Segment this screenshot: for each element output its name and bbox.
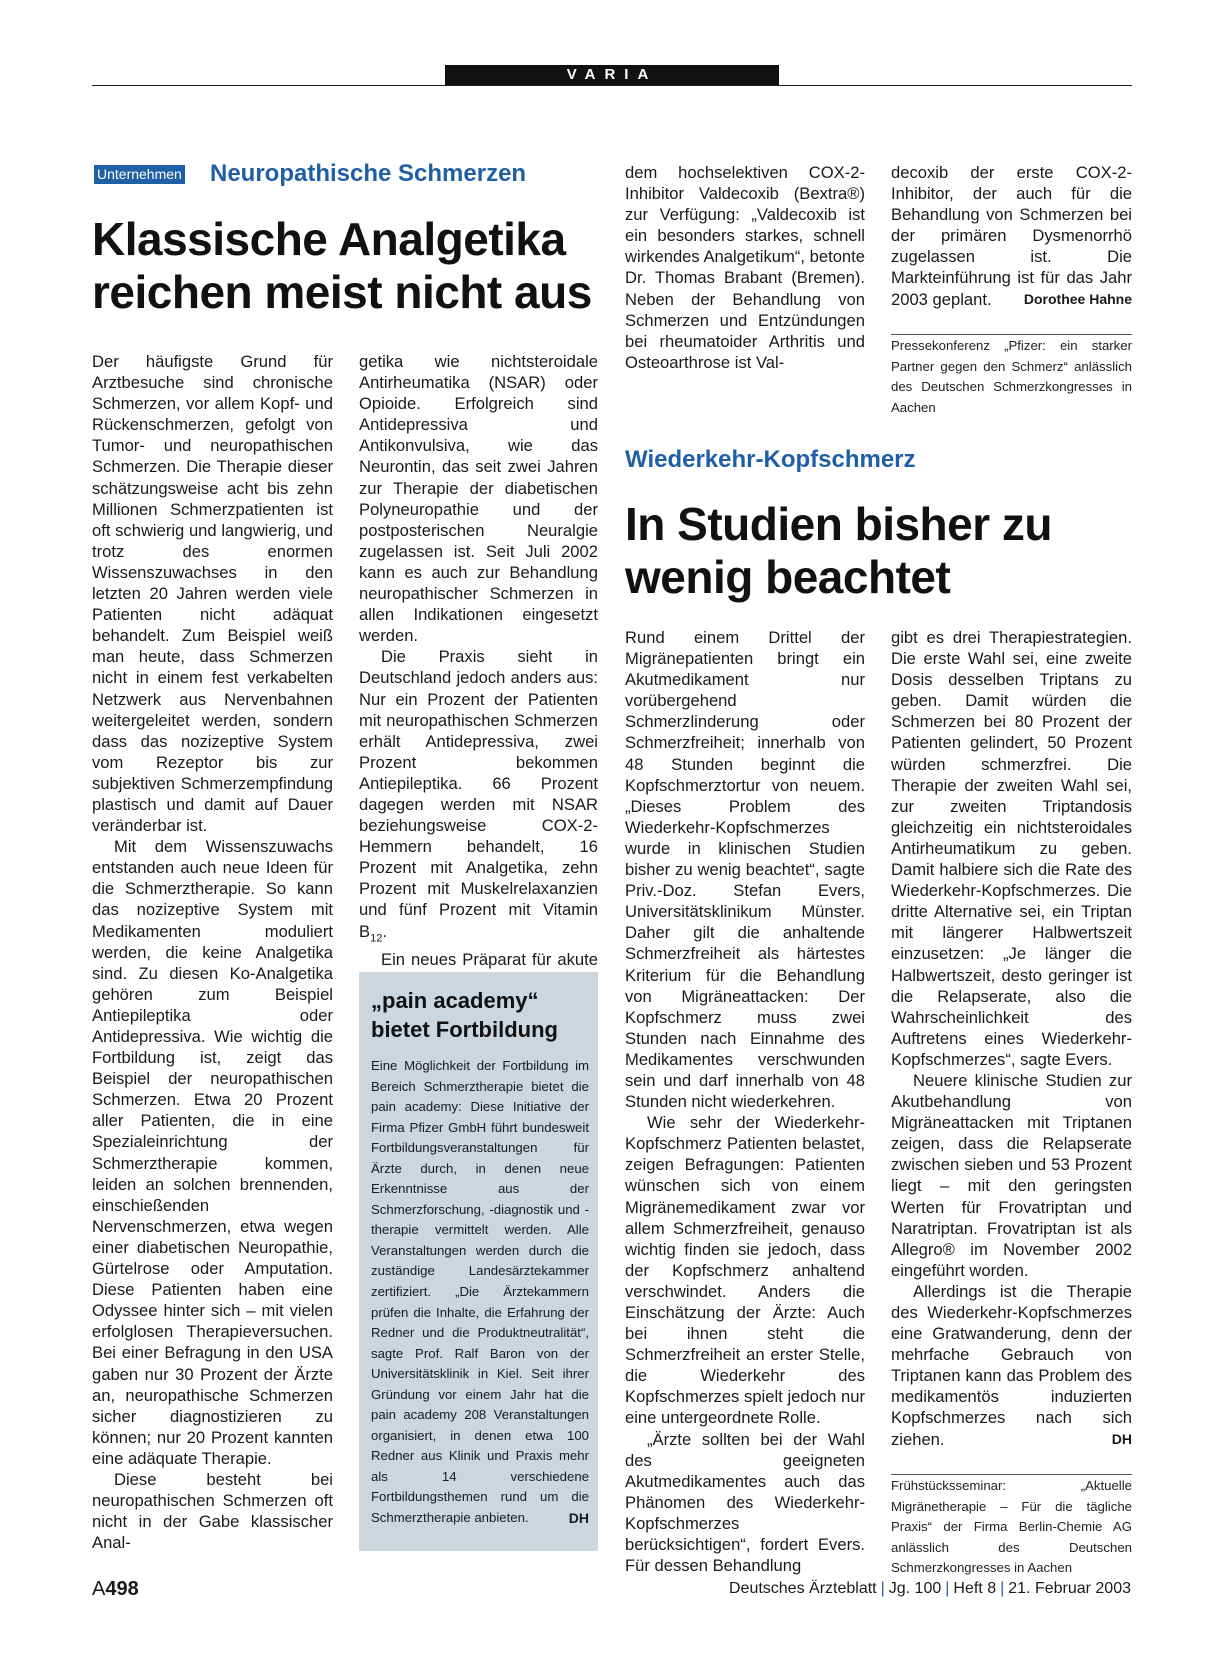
box-body: Eine Möglichkeit der Fortbildung im Bereich Schmerztherapie bietet die pain academy: Diese Initiative der Firma Pfizer GmbH führt bundesweit Fortbildungsveranstaltungen für Ärzte durch, in denen neue Erkenntnisse aus der Schmerzforschung, -diagnostik und -therapie vermittelt werden. Alle Veranstaltungen werden durch die zuständige Landesärztekammer zertifiziert. „Die Ärztekammern prüfen die Inhalte, die Erfahrung der Redner und die Produktneutralität“, sagte Prof. Ralf Baron von der Universitätsklinik in Kiel. Seit ihrer Gründung vor einem Jahr hat die pain academy 208 Veranstaltungen organisiert, in denen etwa 100 Redner aus Klinik und Praxis mehr als 14 verschiedene Fortbildungsthemen rund um die Schmerztherapie anbieten. bbox=[371, 1058, 589, 1526]
paragraph: Neuere klinische Studien zur Akutbehandlung von Migräneattacken mit Triptanen zeigen, dass die Relapserate zwischen sieben und 53 Prozent liegt – mit den geringsten Werten für Frovatriptan und Naratriptan. Frovatriptan ist als Allegro® im November 2002 eingeführt worden. bbox=[891, 1070, 1132, 1280]
box-title bbox=[371, 986, 589, 1044]
article2-headline-line1: In Studien bisher zu bbox=[625, 498, 1053, 550]
article1-column2 bbox=[359, 351, 598, 991]
article1-headline-line2: reichen meist nicht aus bbox=[92, 266, 592, 318]
page-number bbox=[92, 1578, 139, 1601]
paragraph: „Ärzte sollten bei der Wahl des geeigneten Akutmedikamentes auch das Phänomen des Wiederkehr-Kopfschmerzes berücksichtigen“, fordert Evers. Für dessen Behandlung bbox=[625, 1429, 865, 1576]
paragraph: dem hochselektiven COX-2-Inhibitor Valdecoxib (Bextra®) zur Verfügung: „Valdecoxib ist ein besonders starkes, schnell wirkendes Analgetikum“, betonte Dr. Thomas Brabant (Bremen). Neben der Behandlung von Schmerzen und Entzündungen bei rheumatoider Arthritis und Osteoarthrose ist Val- bbox=[625, 163, 865, 372]
article2-kicker: Wiederkehr-Kopfschmerz bbox=[625, 446, 916, 473]
box-author: DH bbox=[568, 1510, 589, 1527]
box-title-line1: „pain academy“ bbox=[371, 988, 539, 1013]
paragraph: Die Praxis sieht in Deutschland jedoch anders aus: Nur ein Prozent der Patienten mit neuropathischen Schmerzen erhält Antidepressiva, zwei Prozent bekommen Antiepileptika. 66 Prozent dagegen werden mit NSAR beziehungsweise COX-2-Hemmern behandelt, 16 Prozent mit Analgetika, zehn Prozent mit Muskelrelaxanzien und fünf Prozent mit Vitamin $B_{12}$. bbox=[359, 647, 598, 944]
box-text bbox=[371, 1056, 589, 1529]
subscript: 12 bbox=[370, 931, 383, 944]
paragraph bbox=[891, 162, 1132, 310]
note-rule bbox=[891, 334, 1132, 335]
article2-headline bbox=[625, 498, 1132, 604]
article1-author: Dorothee Hahne bbox=[1023, 290, 1132, 307]
journal-name: Deutsches Ärzteblatt bbox=[728, 1580, 877, 1597]
box-title-line2: bietet Fortbildung bbox=[371, 1017, 558, 1042]
issue: Heft 8 bbox=[953, 1580, 997, 1597]
paragraph: Rund einem Drittel der Migränepatienten bringt ein Akutmedikament nur vorübergehend Schmerzlinderung oder Schmerzfreiheit; innerhalb von 48 Stunden beginnt die Kopfschmerztortur von neuem. „Dieses Problem des Wiederkehr-Kopfschmerzes wurde in klinischen Studien bisher zu wenig beachtet“, sagte Priv.-Doz. Stefan Evers, Universitätsklinikum Münster. Daher gilt die anhaltende Schmerzfreiheit als härtestes Kriterium für die Behandlung von Migräneattacken: Der Kopfschmerz muss zwei Stunden nach Einnahme des Medikamentes verschwunden sein und darf innerhalb von 48 Stunden nicht wiederkehren. bbox=[625, 628, 865, 1112]
note-rule bbox=[891, 1474, 1132, 1475]
article1-kicker: Neuropathische Schmerzen bbox=[210, 160, 527, 187]
paragraph-text: Allerdings ist die Therapie des Wiederkehr-Kopfschmerzes eine Gratwanderung, denn der mehrfache Gebrauch von Triptanen kann das Problem des medikamentös induzierten Kopfschmerzes nach sich ziehen. bbox=[891, 1281, 1132, 1449]
article2-column1 bbox=[625, 627, 865, 1576]
paragraph: gibt es drei Therapiestrategien. Die erste Wahl sei, eine zweite Dosis desselben Triptans zu geben. Damit würden die Schmerzen bei 80 Prozent der Patienten gelindert, 50 Prozent würden schmerzfrei. Die Therapie der zweiten Wahl sei, zur zweiten Triptandosis gleichzeitig ein nichtsteroidales Antirheumatikum zu geben. Damit halbiere sich die Rate des Wiederkehr-Kopfschmerzes. Die dritte Alternative sei, ein Triptan mit längerer Halbwertszeit einzusetzen: „Je länger die Halbwertszeit, desto geringer ist die Relapserate, also die Wahrscheinlichkeit des Auftretens eines Wiederkehr-Kopfschmerzes“, sagte Evers. bbox=[891, 628, 1132, 1069]
category-tag: Unternehmen bbox=[94, 165, 185, 184]
paragraph: Ein neues Präparat für akute bbox=[381, 949, 598, 969]
article1-headline bbox=[92, 213, 592, 319]
paragraph: Diese besteht bei neuropathischen Schmerzen oft nicht in der Gabe klassischer Anal- bbox=[92, 1469, 333, 1553]
article1-source-note: Pressekonferenz „Pfizer: ein starker Partner gegen den Schmerz“ anlässlich des Deutschen Schmerzkongresses in Aachen bbox=[891, 338, 1132, 415]
volume: Jg. 100 bbox=[888, 1580, 942, 1597]
sidebar-box bbox=[359, 972, 598, 1551]
article2-headline-line2: wenig beachtet bbox=[625, 551, 951, 603]
paragraph bbox=[891, 1281, 1132, 1450]
paragraph: getika wie nichtsteroidale Antirheumatika (NSAR) oder Opioide. Erfolgreich sind Antidepressiva und Antikonvulsiva, wie das Neurontin, das seit zwei Jahren zur Therapie der diabetischen Polyneuropathie und der postposterischen Neuralgie zugelassen ist. Seit Juli 2002 kann es auch zur Behandlung neuropathischer Schmerzen in allen Indikationen eingesetzt werden. bbox=[359, 352, 598, 646]
article1-column1 bbox=[92, 351, 333, 1553]
article2-source-note: Frühstücksseminar: „Aktuelle Migränetherapie – Für die tägliche Praxis“ der Firma Berlin-Chemie AG anlässlich des Deutschen Schmerzkongresses in Aachen bbox=[891, 1478, 1132, 1575]
page-prefix: A bbox=[92, 1578, 106, 1600]
issue-date: 21. Februar 2003 bbox=[1008, 1580, 1131, 1597]
article1-column3 bbox=[625, 162, 865, 373]
paragraph-text: decoxib der erste COX-2-Inhibitor, der auch für die Behandlung von Schmerzen bei der primären Dysmenorrhö zugelassen ist. Die Markteinführung ist für das Jahr 2003 geplant. bbox=[891, 163, 1132, 309]
article2-author: DH bbox=[1111, 1430, 1132, 1447]
section-label: VARIA bbox=[445, 65, 779, 85]
paragraph: Mit dem Wissenszuwachs entstanden auch neue Ideen für die Schmerztherapie. So kann das nozizeptive System mit Medikamenten moduliert werden, die keine Analgetika sind. Zu diesen Ko-Analgetika gehören zum Beispiel Antiepileptika oder Antidepressiva. Wie wichtig die Fortbildung ist, zeigt das Beispiel der neuropathischen Schmerzen. Etwa 20 Prozent aller Patienten, die in eine Spezialeinrichtung der Schmerztherapie kommen, leiden an solchen brennenden, einschießenden Nervenschmerzen, etwa wegen einer diabetischen Neuropathie, Gürtelrose oder Amputation. Diese Patienten haben eine Odyssee hinter sich – mit vielen erfolglosen Therapieversuchen. Bei einer Befragung in den USA gaben nur 30 Prozent der Ärzte an, neuropathische Schmerzen sicher diagnostizieren zu können; nur 20 Prozent kannten eine adäquate Therapie. bbox=[92, 837, 333, 1468]
article1-column4 bbox=[891, 162, 1132, 310]
article2-column2 bbox=[891, 627, 1132, 1450]
footer-citation: Deutsches Ärzteblatt | Jg. 100 | Heft 8 | 21. Februar 2003 bbox=[728, 1580, 1131, 1597]
article1-headline-line1: Klassische Analgetika bbox=[92, 213, 566, 265]
paragraph: Wie sehr der Wiederkehr-Kopfschmerz Patienten belastet, zeigen Befragungen: Patienten wünschen sich von einem Migränemedikament zwar vor allem Schmerzfreiheit, genauso wichtig finden sie jedoch, dass der Kopfschmerz anhaltend verschwindet. Anders die Einschätzung der Ärzte: Auch bei ihnen steht die Schmerzfreiheit an erster Stelle, die Wiederkehr des Kopfschmerzes spielt jedoch nur eine untergeordnete Rolle. bbox=[625, 1113, 865, 1428]
page-number-value: 498 bbox=[105, 1578, 139, 1600]
paragraph: Der häufigste Grund für Arztbesuche sind chronische Schmerzen, vor allem Kopf- und Rückenschmerzen, gefolgt von Tumor- und neuropathischen Schmerzen. Die Therapie dieser schätzungsweise acht bis zehn Millionen Schmerzpatienten ist oft schwierig und langwierig, und trotz des enormen Wissenszuwachses in den letzten 20 Jahren werden viele Patienten nicht adäquat behandelt. Zum Beispiel weiß man heute, dass Schmerzen nicht in einem fest verkabelten Netzwerk aus Nervenbahnen weitergeleitet werden, sondern dass das nozizeptive System vom Rezeptor bis zur subjektiven Schmerzempfindung plastisch und damit auf Dauer veränderbar ist. bbox=[92, 352, 333, 836]
paragraph-text: Die Praxis sieht in Deutschland jedoch anders aus: Nur ein Prozent der Patienten mit neuropathischen Schmerzen erhält Antidepressiva, zwei Prozent bekommen Antiepileptika. 66 Prozent dagegen werden mit NSAR beziehungsweise COX-2-Hemmern behandelt, 16 Prozent mit Analgetika, zehn Prozent mit Muskelrelaxanzien und fünf Prozent mit Vitamin B bbox=[359, 647, 598, 941]
header-rule bbox=[92, 85, 1132, 86]
